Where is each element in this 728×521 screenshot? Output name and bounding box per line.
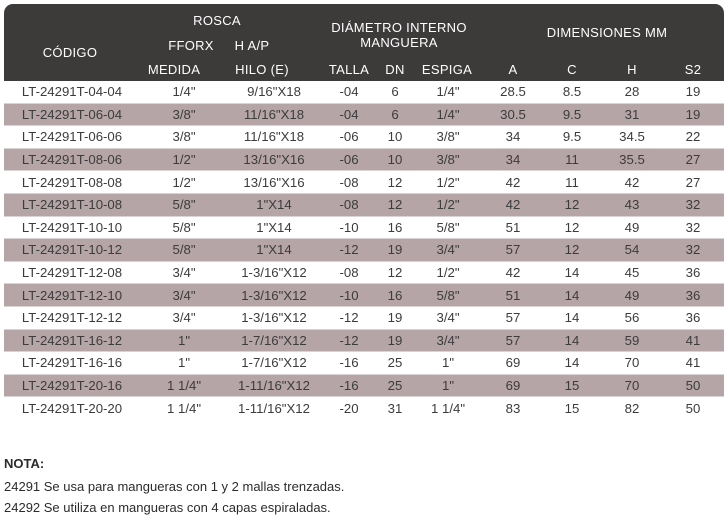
table-row (4, 330, 724, 353)
cell-s2: 41 (685, 332, 701, 348)
cell-s2: 41 (685, 355, 701, 371)
cell-talla: -12 (339, 242, 359, 258)
cell-talla: -16 (339, 378, 359, 394)
cell-s2: 50 (685, 401, 701, 417)
table-row (4, 126, 724, 149)
cell-dn: 31 (387, 401, 403, 417)
cell-codigo: LT-24291T-16-12 (21, 332, 123, 348)
cell-talla: -08 (339, 197, 359, 213)
cell-a: 51 (505, 287, 521, 303)
cell-medida: 3/8" (172, 106, 196, 122)
cell-c: 12 (564, 219, 580, 235)
cell-talla: -12 (339, 310, 359, 326)
cell-a: 57 (505, 310, 521, 326)
cell-a: 42 (505, 197, 521, 213)
cell-dn: 19 (387, 332, 403, 348)
cell-s2: 32 (685, 242, 701, 258)
header-rosca: ROSCA (193, 13, 241, 28)
cell-dn: 10 (387, 129, 403, 145)
cell-medida: 5/8" (172, 242, 196, 258)
cell-espiga: 5/8" (436, 219, 460, 235)
header-diametro-line1: DIÁMETRO INTERNO (331, 20, 467, 35)
cell-hilo: 1-3/16"X12 (241, 287, 307, 303)
cell-talla: -20 (339, 401, 359, 417)
table-row (4, 81, 724, 104)
table-row (4, 284, 724, 307)
cell-espiga: 1/2" (436, 265, 460, 281)
cell-codigo: LT-24291T-08-08 (21, 174, 123, 190)
cell-s2: 32 (685, 197, 701, 213)
cell-medida: 3/4" (172, 310, 196, 326)
cell-talla: -16 (339, 355, 359, 371)
cell-h: 43 (624, 197, 640, 213)
cell-s2: 27 (685, 152, 701, 168)
cell-h: 49 (624, 287, 640, 303)
cell-codigo: LT-24291T-10-12 (21, 242, 123, 258)
cell-s2: 36 (685, 287, 701, 303)
cell-h: 56 (624, 310, 640, 326)
table-row (4, 239, 724, 262)
cell-talla: -04 (339, 84, 359, 100)
cell-a: 34 (505, 129, 521, 145)
cell-dn: 25 (387, 378, 403, 394)
cell-codigo: LT-24291T-04-04 (21, 84, 123, 100)
cell-espiga: 1/4" (436, 84, 460, 100)
cell-a: 30.5 (500, 106, 526, 122)
cell-a: 57 (505, 242, 521, 258)
cell-dn: 16 (387, 287, 403, 303)
cell-talla: -10 (339, 287, 359, 303)
cell-espiga: 3/4" (436, 242, 460, 258)
cell-espiga: 5/8" (436, 287, 460, 303)
cell-a: 69 (505, 378, 521, 394)
header-a: A (508, 62, 518, 77)
cell-h: 82 (624, 401, 640, 417)
cell-dn: 16 (387, 219, 403, 235)
table-row (4, 217, 724, 240)
cell-c: 12 (564, 197, 580, 213)
header-codigo: CÓDIGO (42, 45, 98, 60)
cell-a: 34 (505, 152, 521, 168)
cell-h: 54 (624, 242, 640, 258)
cell-h: 28 (624, 84, 640, 100)
cell-dn: 12 (387, 197, 403, 213)
cell-medida: 5/8" (172, 219, 196, 235)
cell-c: 14 (564, 310, 580, 326)
cell-h: 70 (624, 355, 640, 371)
table-row (4, 307, 724, 330)
cell-hilo: 1"X14 (256, 197, 292, 213)
cell-talla: -04 (339, 106, 359, 122)
cell-talla: -08 (339, 174, 359, 190)
header-medida: MEDIDA (147, 62, 201, 77)
cell-codigo: LT-24291T-12-12 (21, 310, 123, 326)
cell-codigo: LT-24291T-06-06 (21, 129, 123, 145)
cell-h: 45 (624, 265, 640, 281)
cell-c: 9.5 (562, 106, 582, 122)
cell-codigo: LT-24291T-20-16 (21, 378, 123, 394)
cell-espiga: 3/4" (436, 310, 460, 326)
cell-h: 49 (624, 219, 640, 235)
cell-medida: 1 1/4" (166, 401, 201, 417)
cell-hilo: 1-11/16"X12 (238, 378, 310, 394)
cell-medida: 1/2" (172, 174, 196, 190)
cell-a: 28.5 (500, 84, 526, 100)
header-c: C (567, 62, 577, 77)
cell-codigo: LT-24291T-16-16 (21, 355, 123, 371)
cell-medida: 5/8" (172, 197, 196, 213)
cell-hilo: 9/16"X18 (247, 84, 301, 100)
cell-talla: -08 (339, 265, 359, 281)
cell-talla: -06 (339, 152, 359, 168)
cell-hilo: 1"X14 (256, 219, 292, 235)
cell-hilo: 1"X14 (256, 242, 292, 258)
cell-s2: 19 (685, 84, 701, 100)
table-row (4, 194, 724, 217)
cell-s2: 36 (685, 310, 701, 326)
cell-a: 42 (505, 265, 521, 281)
cell-dn: 12 (387, 174, 403, 190)
cell-codigo: LT-24291T-20-20 (21, 401, 123, 417)
cell-a: 69 (505, 355, 521, 371)
table-row (4, 149, 724, 172)
cell-espiga: 3/4" (436, 332, 460, 348)
cell-hilo: 1-3/16"X12 (241, 310, 307, 326)
cell-s2: 22 (685, 129, 701, 145)
cell-c: 14 (564, 332, 580, 348)
cell-espiga: 1/4" (436, 106, 460, 122)
cell-a: 42 (505, 174, 521, 190)
cell-talla: -06 (339, 129, 359, 145)
cell-medida: 3/4" (172, 265, 196, 281)
cell-c: 8.5 (562, 84, 582, 100)
header-s2: S2 (684, 62, 702, 77)
cell-dn: 19 (387, 242, 403, 258)
header-dimensiones: DIMENSIONES MM (546, 25, 668, 40)
notes-line-2: 24292 Se utiliza en mangueras con 4 capas espiraladas. (4, 500, 331, 515)
cell-medida: 1 1/4" (166, 378, 201, 394)
cell-hilo: 11/16"X18 (243, 106, 305, 122)
cell-c: 9.5 (562, 129, 582, 145)
cell-s2: 36 (685, 265, 701, 281)
cell-h: 42 (624, 174, 640, 190)
cell-codigo: LT-24291T-12-08 (21, 265, 123, 281)
cell-dn: 10 (387, 152, 403, 168)
header-espiga: ESPIGA (421, 62, 473, 77)
cell-dn: 6 (391, 84, 399, 100)
cell-hilo: 1-7/16"X12 (241, 332, 307, 348)
cell-medida: 1/2" (172, 152, 196, 168)
cell-espiga: 1/2" (436, 174, 460, 190)
table-body (4, 81, 724, 420)
cell-hilo: 13/16"X16 (243, 152, 305, 168)
cell-medida: 3/8" (172, 129, 196, 145)
cell-hilo: 1-3/16"X12 (241, 265, 307, 281)
cell-espiga: 3/8" (436, 152, 460, 168)
cell-espiga: 3/8" (436, 129, 460, 145)
cell-h: 35.5 (619, 152, 645, 168)
cell-codigo: LT-24291T-06-04 (21, 106, 123, 122)
cell-dn: 12 (387, 265, 403, 281)
cell-h: 59 (624, 332, 640, 348)
cell-c: 14 (564, 287, 580, 303)
cell-hilo: 1-7/16"X12 (241, 355, 307, 371)
cell-codigo: LT-24291T-10-10 (21, 219, 123, 235)
cell-hilo: 11/16"X18 (243, 129, 305, 145)
cell-h: 31 (624, 106, 640, 122)
cell-h: 34.5 (619, 129, 645, 145)
cell-s2: 19 (685, 106, 701, 122)
header-hilo: HILO (E) (235, 62, 289, 77)
cell-espiga: 1" (441, 378, 454, 394)
specs-table (4, 4, 724, 420)
header-diametro-line2: MANGUERA (360, 35, 438, 50)
cell-h: 70 (624, 378, 640, 394)
cell-medida: 1" (177, 332, 190, 348)
table-row (4, 171, 724, 194)
table-row (4, 397, 724, 420)
cell-medida: 1" (177, 355, 190, 371)
cell-codigo: LT-24291T-12-10 (21, 287, 123, 303)
table-row (4, 104, 724, 127)
cell-c: 14 (564, 355, 580, 371)
header-hap: H A/P (234, 38, 270, 53)
header-dn: DN (385, 62, 405, 77)
cell-dn: 25 (387, 355, 403, 371)
header-h: H (627, 62, 637, 77)
cell-hilo: 1-11/16"X12 (238, 401, 310, 417)
cell-c: 15 (564, 378, 580, 394)
cell-a: 83 (505, 401, 521, 417)
cell-codigo: LT-24291T-10-08 (21, 197, 123, 213)
cell-a: 51 (505, 219, 521, 235)
cell-dn: 19 (387, 310, 403, 326)
cell-talla: -12 (339, 332, 359, 348)
table-row (4, 352, 724, 375)
cell-talla: -10 (339, 219, 359, 235)
cell-espiga: 1 1/4" (430, 401, 465, 417)
table-header (4, 4, 724, 81)
cell-c: 14 (564, 265, 580, 281)
cell-medida: 1/4" (172, 84, 196, 100)
header-talla: TALLA (328, 62, 370, 77)
cell-dn: 6 (391, 106, 399, 122)
cell-espiga: 1/2" (436, 197, 460, 213)
cell-hilo: 13/16"X16 (243, 174, 305, 190)
notes-title: NOTA: (4, 456, 45, 471)
cell-s2: 27 (685, 174, 701, 190)
cell-espiga: 1" (441, 355, 454, 371)
cell-c: 15 (564, 401, 580, 417)
cell-codigo: LT-24291T-08-06 (21, 152, 123, 168)
cell-s2: 50 (685, 378, 701, 394)
header-fforx: FFORX (168, 38, 214, 53)
cell-a: 57 (505, 332, 521, 348)
table-row (4, 262, 724, 285)
cell-s2: 32 (685, 219, 701, 235)
cell-medida: 3/4" (172, 287, 196, 303)
notes (4, 456, 344, 521)
cell-c: 12 (564, 242, 580, 258)
cell-c: 11 (565, 174, 579, 190)
cell-c: 11 (565, 152, 579, 168)
table-row (4, 375, 724, 398)
notes-line-1: 24291 Se usa para mangueras con 1 y 2 mallas trenzadas. (4, 479, 345, 494)
